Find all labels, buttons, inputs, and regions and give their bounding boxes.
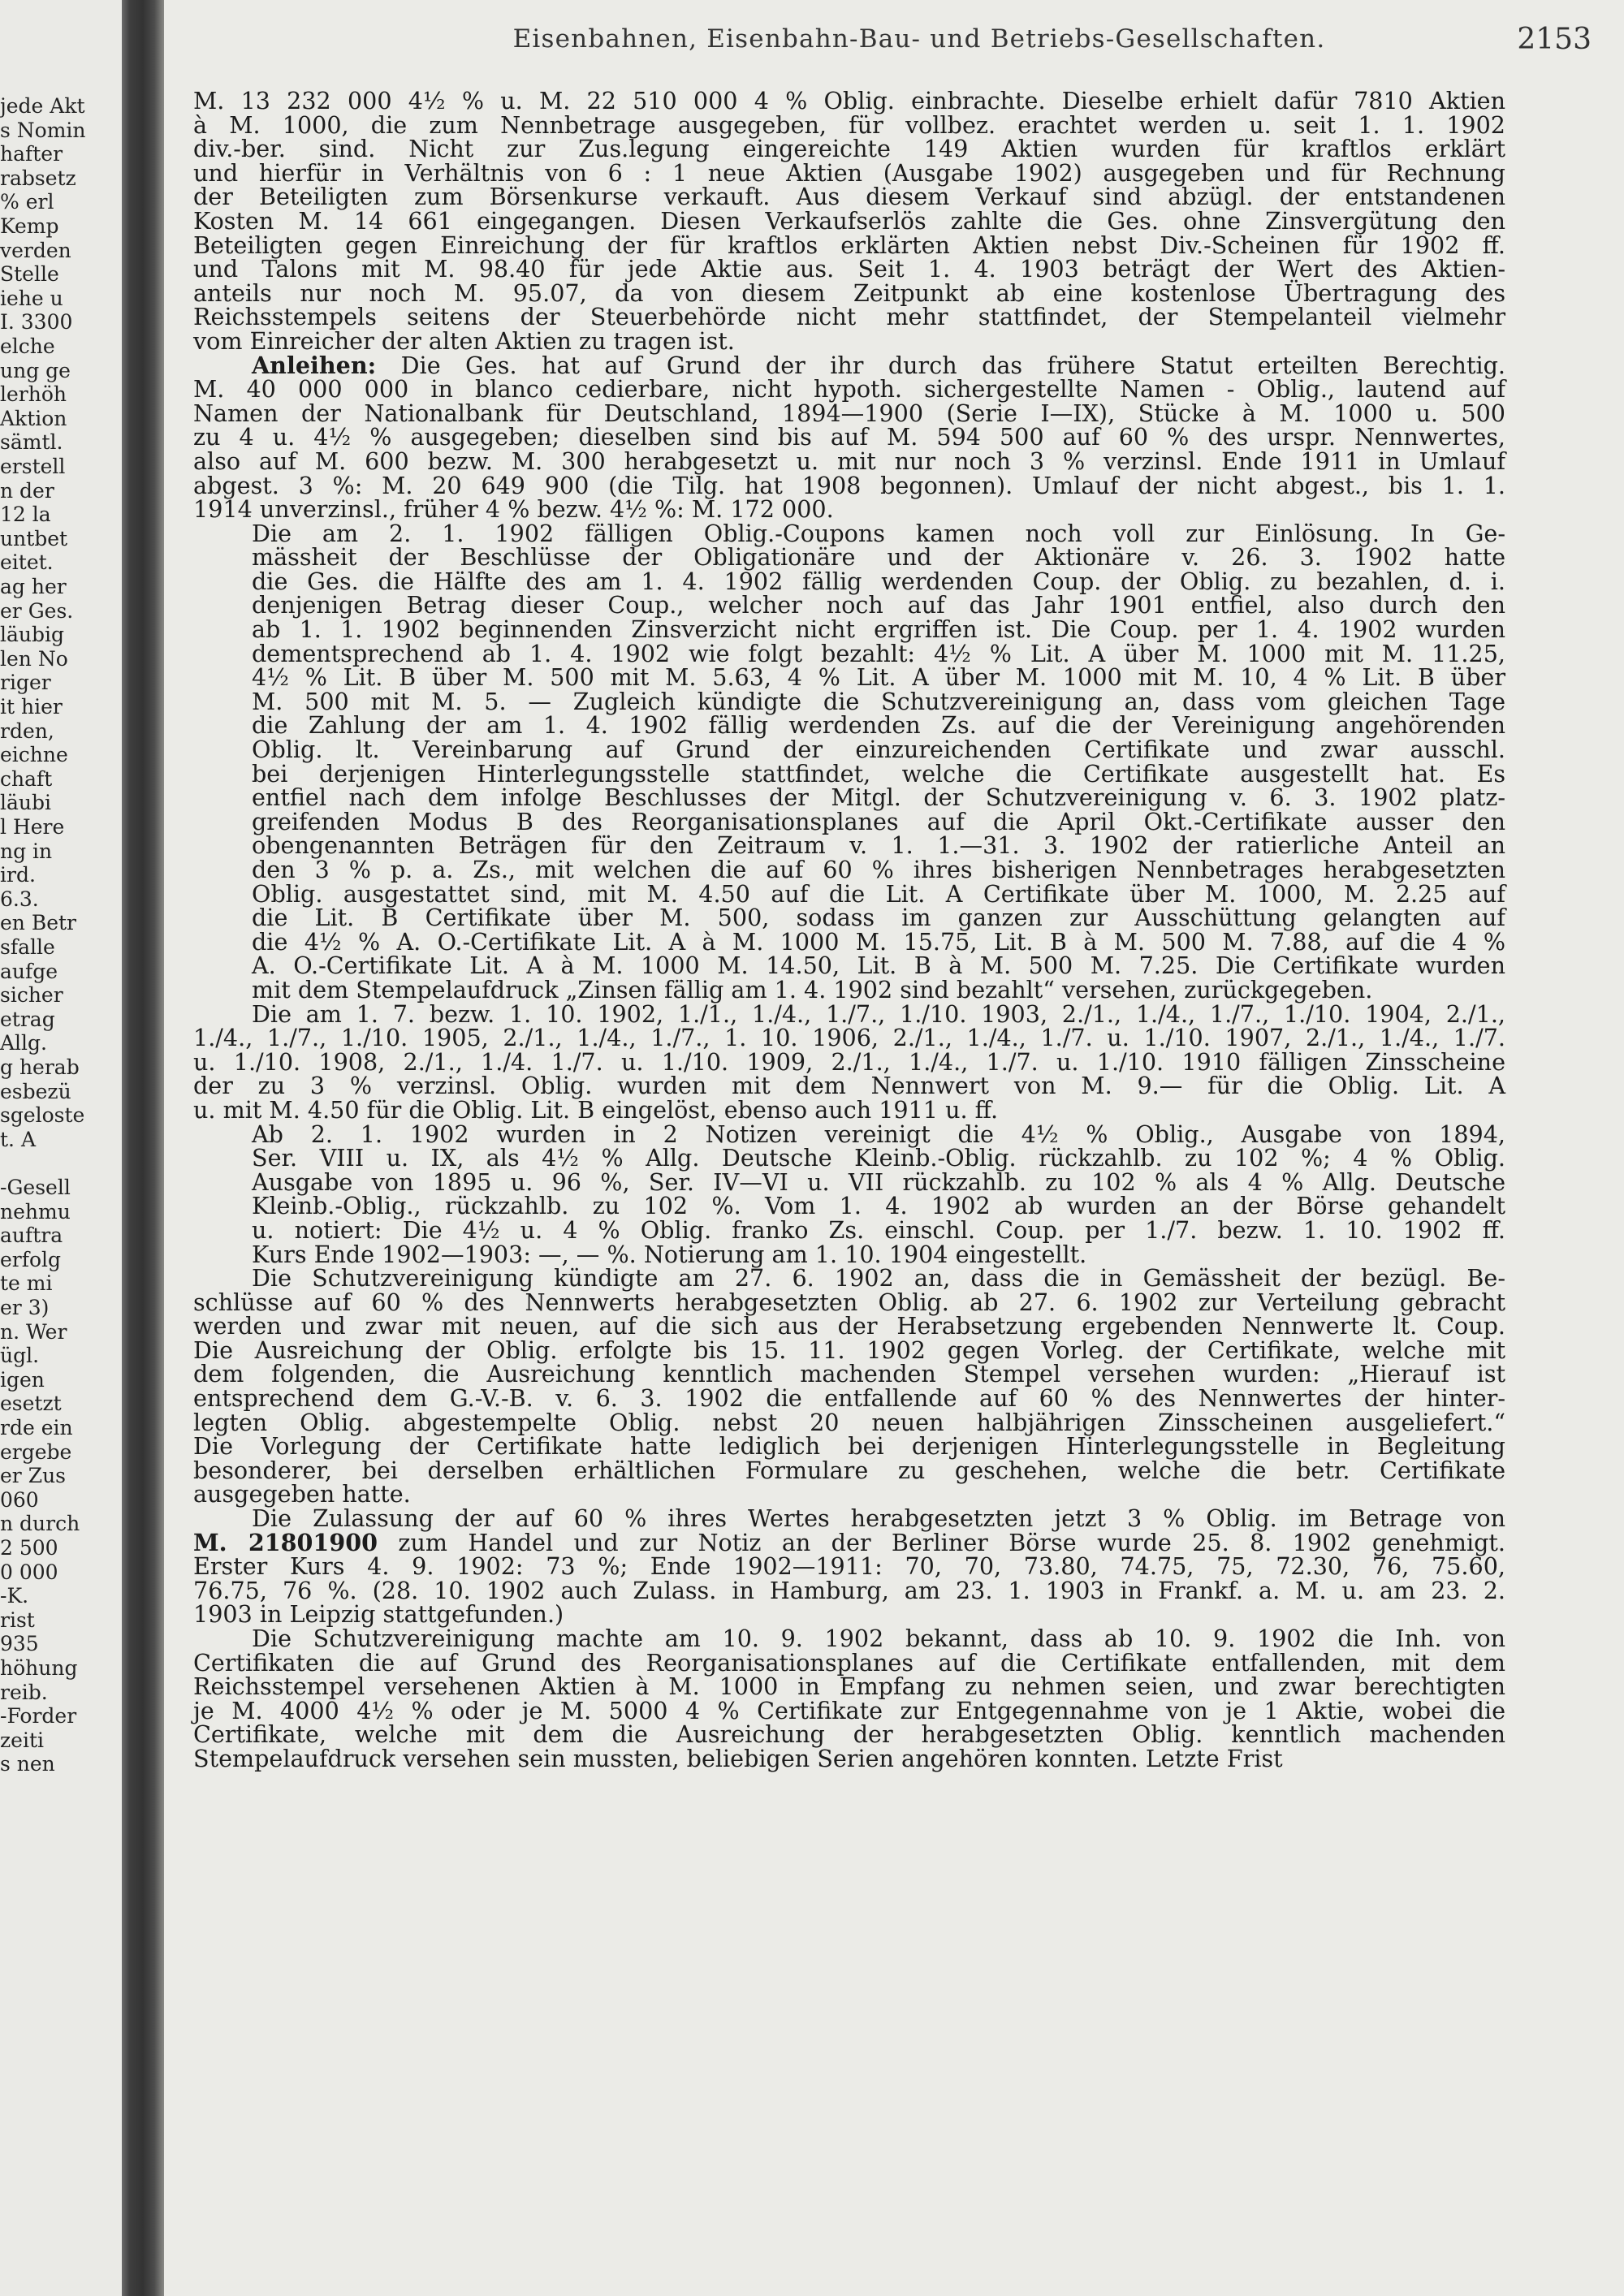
text-line: obengenannten Beträgen für den Zeitraum v. 1. 1.—31. 3. 1902 der ratierliche Anteil an — [252, 831, 1505, 860]
facing-page-line: 2 500 — [0, 1536, 58, 1560]
text-line: M. 13 232 000 4½ % u. M. 22 510 000 4 % Oblig. einbrachte. Dieselbe erhielt dafür 7810 Aktien — [193, 87, 1505, 114]
facing-page-line: iehe u — [0, 286, 63, 310]
text-line: Namen der Nationalbank für Deutschland, 1894—1900 (Serie I—IX), Stücke à M. 1000 u. 500 — [193, 399, 1505, 427]
facing-page-line: n der — [0, 478, 54, 503]
facing-page-line: sämtl. — [0, 430, 63, 455]
facing-page-line: eichne — [0, 743, 68, 767]
paragraph — [193, 519, 1505, 1003]
facing-page-line: s Nomin — [0, 118, 86, 142]
paragraph — [193, 1264, 1505, 1508]
facing-page-line: 935 — [0, 1632, 39, 1656]
facing-page-fragment — [0, 0, 122, 2296]
facing-page-line: rabsetz — [0, 166, 76, 190]
facing-page-line: n durch — [0, 1512, 80, 1536]
facing-page-line: ung ge — [0, 358, 71, 382]
text-line: Ser. VIII u. IX, als 4½ % Allg. Deutsche Kleinb.-Oblig. rückzahlb. zu 102 %; 4 % Oblig. — [252, 1144, 1505, 1172]
text-line: der Beteiligten zum Börsenkurse verkauft. Aus diesem Verkauf sind abzügl. der entstandenen — [193, 183, 1505, 211]
facing-page-line: elche — [0, 334, 55, 358]
facing-page-line: lerhöh — [0, 382, 67, 407]
text-line: Ausgabe von 1895 u. 96 %, Ser. IV—VI u. VII rückzahlb. zu 102 % als 4 % Allg. Deutsche — [252, 1167, 1505, 1196]
text-line: M. 500 mit M. 5. — Zugleich kündigte die Schutzvereinigung an, dass vom gleichen Tage — [252, 687, 1505, 715]
facing-page-line: 060 — [0, 1487, 39, 1512]
text-line: 1903 in Leipzig stattgefunden.) — [193, 1600, 564, 1629]
facing-page-line: verden — [0, 238, 71, 262]
text-line: schlüsse auf 60 % des Nennwerts herabgesetzten Oblig. ab 27. 6. 1902 zur Verteilung gebracht — [193, 1288, 1505, 1316]
facing-page-line: rden, — [0, 719, 54, 743]
text-line: Die Zulassung der auf 60 % ihres Wertes herabgesetzten jetzt 3 % Oblig. im Betrage von — [252, 1504, 1505, 1533]
facing-page-line: 0 000 — [0, 1560, 58, 1584]
text-line: u. notiert: Die 4½ u. 4 % Oblig. franko Zs. einschl. Coup. per 1./7. bezw. 1. 10. 1902 ff. — [252, 1215, 1505, 1244]
facing-page-line: igen — [0, 1367, 45, 1392]
facing-page-line: l Here — [0, 815, 65, 839]
text-line: mit dem Stempelaufdruck „Zinsen fällig am 1. 4. 1902 sind bezahlt“ versehen, zurückgegeben. — [252, 975, 1373, 1003]
text-line: dem folgenden, die Ausreichung kenntlich machenden Stempel versehen wurden: „Hierauf ist — [193, 1360, 1505, 1388]
facing-page-line: t. A — [0, 1127, 36, 1151]
book-gutter — [122, 0, 164, 2296]
text-line: A. O.-Certifikate Lit. A à M. 1000 M. 14.50, Lit. B à M. 500 M. 7.25. Die Certifikate wurden — [252, 952, 1505, 980]
facing-page-line: esetzt — [0, 1392, 62, 1416]
facing-page-line: n. Wer — [0, 1319, 67, 1344]
paragraph — [193, 1627, 1505, 1772]
facing-page-line: etrag — [0, 1007, 55, 1031]
text-line: je M. 4000 4½ % oder je M. 5000 4 % Certifikate zur Entgegennahme von je 1 Aktie, wobei die — [193, 1696, 1505, 1724]
text-line: legten Oblig. abgestempelte Oblig. nebst 20 neuen halbjährigen Zinsscheinen ausgeliefert.“ — [193, 1408, 1505, 1436]
text-line: abgest. 3 %: M. 20 649 900 (die Tilg. hat 1908 begonnen). Umlauf der nicht abgest., bis 1. 1. — [193, 471, 1505, 499]
facing-page-line: erstell — [0, 455, 66, 478]
text-line: Die am 2. 1. 1902 fälligen Oblig.-Coupons kamen noch voll zur Einlösung. In Ge- — [252, 519, 1505, 547]
text-line: entfiel nach dem infolge Beschlusses der Mitgl. der Schutzvereinigung v. 6. 3. 1902 platz- — [252, 783, 1505, 812]
text-line: Reichsstempels seitens der Steuerbehörde nicht mehr stattfindet, der Stempelanteil vielmehr — [193, 303, 1505, 331]
text-line: Kosten M. 14 661 eingegangen. Diesen Verkaufserlös zahlte die Ges. ohne Zinsvergütung den — [193, 206, 1505, 235]
facing-page-line: sgeloste — [0, 1103, 85, 1128]
facing-page-line: er Zus — [0, 1464, 66, 1488]
text-line: 4½ % Lit. B über M. 500 mit M. 5.63, 4 % Lit. A über M. 1000 mit M. 10, 4 % Lit. B über — [252, 663, 1505, 692]
text-line: à M. 1000, die zum Nennbetrage ausgegeben, für vollbez. erachtet werden u. seit 1. 1. 1902 — [193, 110, 1505, 139]
text-line: besonderer, bei derselben erhältlichen Formulare zu geschehen, welche die betr. Certifikate — [193, 1456, 1505, 1484]
text-line: Die Schutzvereinigung kündigte am 27. 6. 1902 an, dass die in Gemässheit der bezügl. Be- — [252, 1264, 1505, 1293]
text-line: dementsprechend ab 1. 4. 1902 wie folgt bezahlt: 4½ % Lit. A über M. 1000 mit M. 11.25, — [252, 639, 1505, 667]
facing-page-line: chaft — [0, 766, 53, 791]
section-heading: Anleihen: — [252, 351, 377, 379]
text-line: u. mit M. 4.50 für die Oblig. Lit. B eingelöst, ebenso auch 1911 u. ff. — [193, 1095, 999, 1124]
paragraph — [193, 89, 1505, 354]
text-line: werden und zwar mit neuen, auf die sich aus der Herabsetzung ergebenden Nennwerte lt. Coup. — [193, 1312, 1505, 1340]
body-text — [193, 89, 1505, 1772]
facing-page-line: Allg. — [0, 1031, 47, 1055]
facing-page-line: % erl — [0, 190, 54, 214]
text-line: Die Schutzvereinigung machte am 10. 9. 1902 bekannt, dass ab 10. 9. 1902 die Inh. von — [252, 1625, 1505, 1652]
facing-page-line: Aktion — [0, 406, 67, 430]
text-line: anteils nur noch M. 95.07, da von diesem Zeitpunkt ab eine kostenlose Übertragung des — [193, 278, 1505, 307]
text-line: Certifikate, welche mit dem die Ausreichung der herabgesetzten Oblig. kenntlich machenden — [193, 1720, 1505, 1749]
facing-page-line: höhung — [0, 1656, 78, 1680]
text-line: vom Einreicher der alten Aktien zu tragen ist. — [193, 326, 735, 355]
facing-page-line: Kemp — [0, 214, 59, 238]
text-line: 76.75, 76 %. (28. 10. 1902 auch Zulass. in Hamburg, am 23. 1. 1903 in Frankf. a. M. u. am 23. 2. — [193, 1576, 1505, 1604]
text-line: div.-ber. sind. Nicht zur Zus.legung eingereichte 149 Aktien wurden für kraftlos erklärt — [193, 135, 1505, 163]
text-line: Kleinb.-Oblig., rückzahlb. zu 102 %. Vom 1. 4. 1902 ab wurden an der Börse gehandelt — [252, 1192, 1505, 1220]
facing-page-line: sfalle — [0, 935, 55, 959]
text-line: Kurs Ende 1902—1903: —, — %. Notierung am 1. 10. 1904 eingestellt. — [252, 1240, 1087, 1268]
facing-page-line: riger — [0, 671, 51, 695]
text-line: die Ges. die Hälfte des am 1. 4. 1902 fällig werdenden Coup. der Oblig. zu bezahlen, d. i. — [252, 567, 1505, 595]
facing-page-line: ag her — [0, 575, 67, 598]
paragraph — [193, 351, 1505, 524]
facing-page-line: en Betr — [0, 911, 77, 935]
facing-page-line: eitet. — [0, 550, 54, 575]
text-line: Ab 2. 1. 1902 wurden in 2 Notizen vereinigt die 4½ % Oblig., Ausgabe von 1894, — [252, 1120, 1505, 1148]
facing-page-line: len No — [0, 646, 68, 671]
facing-page-line: auftra — [0, 1224, 63, 1248]
text-line: und Talons mit M. 98.40 für jede Aktie aus. Seit 1. 4. 1903 beträgt der Wert des Aktien- — [193, 255, 1505, 283]
text-line: den 3 % p. a. Zs., mit welchen die auf 60 % ihres bisherigen Nennbetrages herabgesetzten — [252, 856, 1505, 883]
facing-page-line: rist — [0, 1608, 35, 1632]
facing-page-line: I. 3300 — [0, 310, 73, 334]
facing-page-line: reib. — [0, 1680, 48, 1704]
text-line: M. 40 000 000 in blanco cedierbare, nicht hypoth. sichergestellte Namen - Oblig., lautend auf — [193, 375, 1505, 404]
text-line: Anleihen: Die Ges. hat auf Grund der ihr durch das frühere Statut erteilten Berechtig. — [252, 351, 1505, 379]
text-line: Die Ausreichung der Oblig. erfolgte bis 15. 11. 1902 gegen Vorleg. der Certifikate, welche mit — [193, 1336, 1505, 1364]
facing-page-line: zeiti — [0, 1728, 45, 1752]
text-line: Die Vorlegung der Certifikate hatte lediglich bei derjenigen Hinterlegungsstelle in Begleitung — [193, 1432, 1505, 1461]
text-line: bei derjenigen Hinterlegungsstelle stattfindet, welche die Certifikate ausgestellt hat. Es — [252, 759, 1505, 788]
paragraph — [193, 1504, 1505, 1629]
text-line: u. 1./10. 1908, 2./1., 1./4. 1./7. u. 1./10. 1909, 2./1., 1./4., 1./7. u. 1./10. 1910 fälligen Zinsscheine — [193, 1047, 1505, 1076]
facing-page-line: 6.3. — [0, 887, 39, 911]
text-line: greifenden Modus B des Reorganisationsplanes auf die April Okt.-Certifikate ausser den — [252, 807, 1505, 835]
facing-page-line: Stelle — [0, 262, 59, 287]
text-line: mässheit der Beschlüsse der Obligationäre und der Aktionäre v. 26. 3. 1902 hatte — [252, 543, 1505, 572]
facing-page-line: -Forder — [0, 1704, 77, 1728]
facing-page-line: esbezü — [0, 1079, 71, 1103]
facing-page-line: ng in — [0, 839, 53, 863]
text-line: 1./4., 1./7., 1./10. 1905, 2./1., 1./4., 1./7., 1. 10. 1906, 2./1., 1./4., 1./7. u. 1./10. 1907, 2./1., 1./4., 1./7. — [193, 1024, 1505, 1052]
text-line: Oblig. lt. Vereinbarung auf Grund der einzureichenden Certifikate und zwar ausschl. — [252, 736, 1505, 764]
text-line: ausgegeben hatte. — [193, 1480, 411, 1508]
text-line: die Lit. B Certifikate über M. 500, sodass im ganzen zur Ausschüttung gelangten auf — [252, 904, 1505, 932]
page-number: 2153 — [1517, 23, 1592, 56]
text-line: der zu 3 % verzinsl. Oblig. wurden mit dem Nennwert von M. 9.— für die Oblig. Lit. A — [193, 1072, 1505, 1100]
facing-page-line: rde ein — [0, 1416, 73, 1439]
running-head: Eisenbahnen, Eisenbahn-Bau- und Betriebs-Gesellschaften. — [512, 24, 1326, 54]
facing-page-line: -Gesell — [0, 1176, 71, 1199]
text-line: Reichsstempel versehenen Aktien à M. 1000 in Empfang zu nehmen seien, und zwar berechtigten — [193, 1672, 1505, 1701]
facing-page-line: läubi — [0, 791, 52, 815]
facing-page-line: er 3) — [0, 1296, 50, 1319]
facing-page-line: läubig — [0, 623, 65, 647]
paragraph — [193, 999, 1505, 1124]
facing-page-line: ird. — [0, 863, 36, 887]
paragraph — [193, 1120, 1505, 1268]
facing-page-line: it hier — [0, 695, 63, 719]
facing-page-line: -K. — [0, 1584, 29, 1608]
text-line: und hierfür in Verhältnis von 6 : 1 neue Aktien (Ausgabe 1902) ausgegeben und für Rechnung — [193, 158, 1505, 187]
facing-page-line: ergebe — [0, 1439, 72, 1464]
facing-page-line: aufge — [0, 959, 58, 983]
facing-page-line: 12 la — [0, 503, 51, 527]
facing-page-line: ügl. — [0, 1344, 40, 1368]
text-line: also auf M. 600 bezw. M. 300 herabgesetzt u. mit nur noch 3 % verzinsl. Ende 1911 in Umlauf — [193, 447, 1505, 475]
text-line: M. 21801900 zum Handel und zur Notiz an der Berliner Börse wurde 25. 8. 1902 genehmigt. — [193, 1528, 1505, 1556]
text-line: denjenigen Betrag dieser Coup., welcher noch auf das Jahr 1901 entfiel, also durch den — [252, 591, 1505, 619]
facing-page-line: erfolg — [0, 1247, 62, 1271]
facing-page-line: te mi — [0, 1271, 53, 1296]
text-line: die 4½ % A. O.-Certifikate Lit. A à M. 1000 M. 15.75, Lit. B à M. 500 M. 7.88, auf die 4 % — [252, 927, 1505, 956]
text-line: ab 1. 1. 1902 beginnenden Zinsverzicht nicht ergriffen ist. Die Coup. per 1. 4. 1902 wurden — [252, 615, 1505, 644]
facing-page-line: sicher — [0, 983, 63, 1008]
text-line: Oblig. ausgestattet sind, mit M. 4.50 auf die Lit. A Certifikate über M. 1000, M. 2.25 auf — [252, 879, 1505, 908]
document-page — [164, 0, 1624, 2296]
text-line: Beteiligten gegen Einreichung der für kraftlos erklärten Aktien nebst Div.-Scheinen für 1902 ff. — [193, 231, 1505, 259]
text-line: die Zahlung der am 1. 4. 1902 fällig werdenden Zs. auf die der Vereinigung angehörenden — [252, 711, 1505, 740]
text-line: 1914 unverzinsl., früher 4 % bezw. 4½ %: M. 172 000. — [193, 495, 834, 524]
text-line: Erster Kurs 4. 9. 1902: 73 %; Ende 1902—1911: 70, 70, 73.80, 74.75, 75, 72.30, 76, 75.60, — [193, 1552, 1505, 1581]
facing-page-line: g herab — [0, 1055, 80, 1079]
facing-page-line: jede Akt — [0, 94, 85, 118]
facing-page-line: nehmu — [0, 1199, 71, 1224]
text-line: entsprechend dem G.-V.-B. v. 6. 3. 1902 die entfallende auf 60 % des Nennwertes der hinter- — [193, 1384, 1505, 1413]
text-line: Stempelaufdruck versehen sein mussten, beliebigen Serien angehören konnten. Letzte Frist — [193, 1744, 1283, 1772]
facing-page-line: er Ges. — [0, 598, 74, 623]
facing-page-line: hafter — [0, 142, 63, 166]
text-line: Certifikaten die auf Grund des Reorganisationsplanes auf die Certifikate entfallenden, mit dem — [193, 1648, 1505, 1677]
text-line: Die am 1. 7. bezw. 1. 10. 1902, 1./1., 1./4., 1./7., 1./10. 1903, 2./1., 1./4., 1./7., 1./10. 1904, 2./1., — [252, 999, 1505, 1028]
facing-page-line: untbet — [0, 526, 68, 550]
text-line: zu 4 u. 4½ % ausgegeben; dieselben sind bis auf M. 594 500 auf 60 % des urspr. Nennwertes, — [193, 423, 1505, 451]
facing-page-line: s nen — [0, 1752, 55, 1776]
